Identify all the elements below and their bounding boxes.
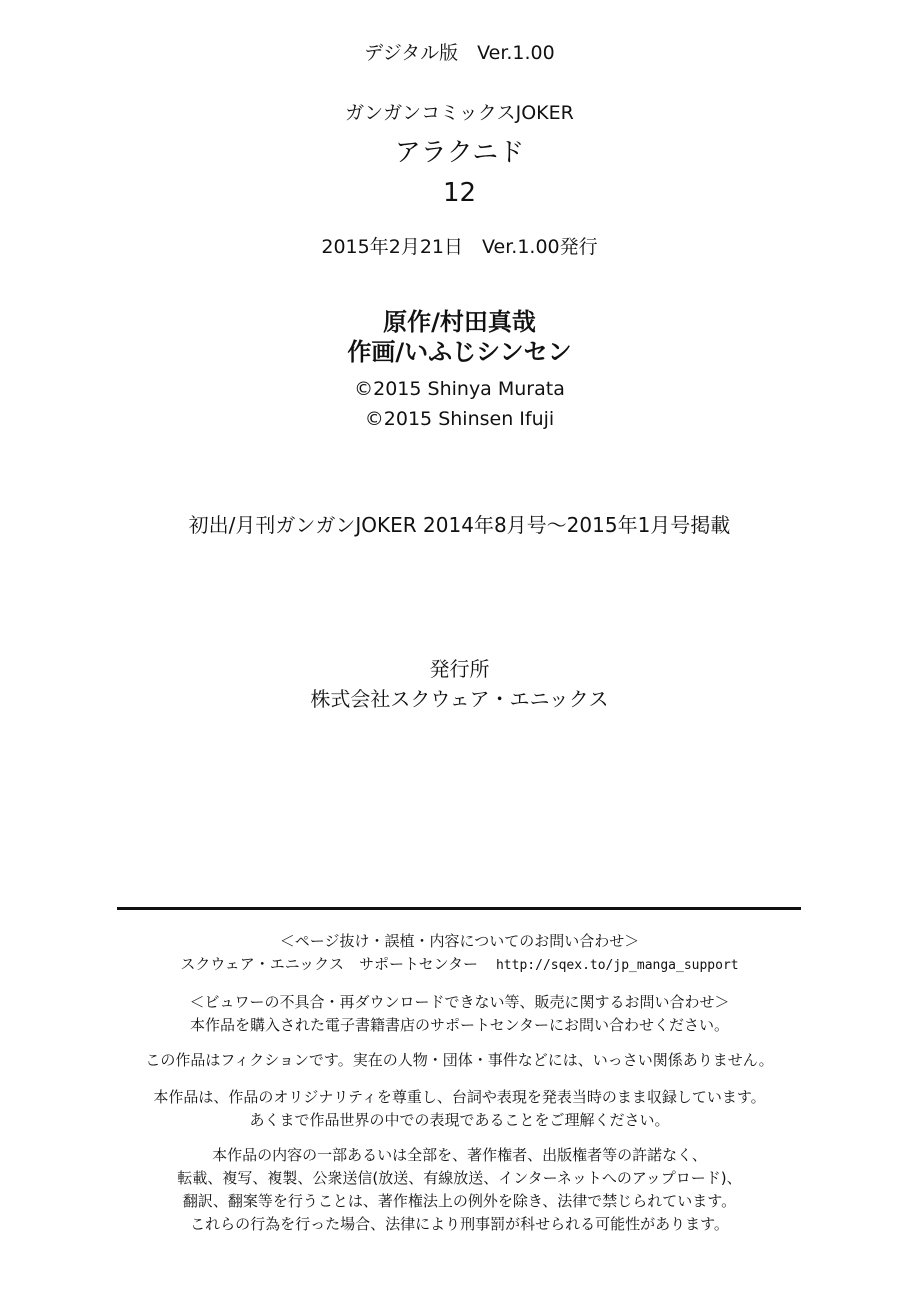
artist: 作画/いふじシンセン [347, 338, 572, 366]
rights-line-2: 転載、複写、複製、公衆送信(放送、有線放送、インターネットへのアップロード)、 [177, 1169, 742, 1187]
viewer-body: 本作品を購入された電子書籍書店のサポートセンターにお問い合わせください。 [190, 1016, 729, 1034]
viewer-heading: ＜ビュワーの不具合・再ダウンロードできない等、販売に関するお問い合わせ＞ [189, 993, 730, 1011]
rights-line-4: これらの行為を行った場合、法律により刑事罰が科せられる可能性があります。 [190, 1215, 729, 1233]
originality-line-1: 本作品は、作品のオリジナリティを尊重し、台詞や表現を発表当時のまま収録しています。 [153, 1088, 766, 1106]
original-author: 原作/村田真哉 [383, 308, 536, 336]
rights-line-3: 翻訳、翻案等を行うことは、著作権法上の例外を除き、法律で禁じられています。 [182, 1192, 737, 1210]
originality-notice [0, 1086, 919, 1132]
copyright-artist: ©2015 Shinsen Ifuji [364, 408, 555, 430]
support-url-link[interactable]: http://sqex.to/jp_manga_support [495, 958, 739, 973]
page-defects-heading: ＜ページ抜け・誤植・内容についてのお問い合わせ＞ [279, 932, 640, 950]
fiction-text: この作品はフィクションです。実在の人物・団体・事件などには、いっさい関係ありません。 [145, 1051, 774, 1069]
publisher-label: 発行所 [429, 657, 490, 681]
copyright-author: ©2015 Shinya Murata [354, 378, 565, 400]
fiction-notice [0, 1049, 919, 1072]
first-appearance: 初出/月刊ガンガンJOKER 2014年8月号～2015年1月号掲載 [188, 513, 731, 537]
originality-line-2: あくまで作品世界の中での表現であることをご理解ください。 [249, 1111, 670, 1129]
publish-date: 2015年2月21日 Ver.1.00発行 [321, 236, 598, 258]
support-center-name: スクウェア・エニックス サポートセンター [180, 955, 478, 973]
label-line: ガンガンコミックスJOKER [345, 102, 574, 124]
support-center-row [0, 953, 919, 977]
publisher-name: 株式会社スクウェア・エニックス [310, 687, 609, 711]
viewer-notice [0, 991, 919, 1037]
rights-line-1: 本作品の内容の一部あるいは全部を、著作権者、出版権者等の許諾なく、 [212, 1146, 707, 1164]
support-notice [0, 930, 919, 977]
volume-number: 12 [442, 178, 477, 208]
edition-line: デジタル版 Ver.1.00 [364, 42, 555, 64]
rights-notice [0, 1144, 919, 1236]
divider-rule [117, 907, 801, 910]
book-title: アラクニド [394, 138, 525, 168]
